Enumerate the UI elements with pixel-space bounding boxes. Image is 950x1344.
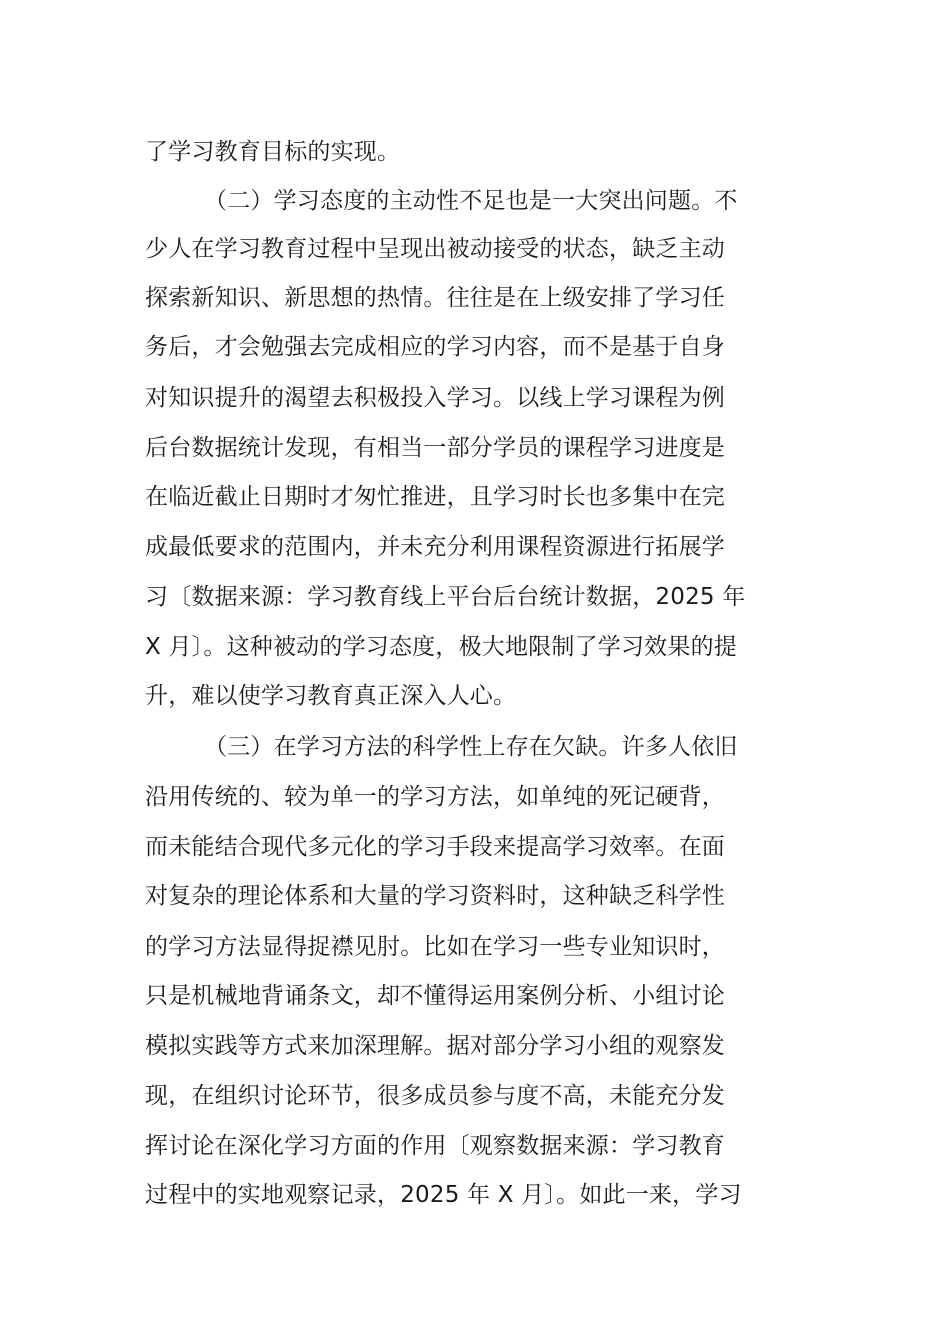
text-line: 务后，才会勉强去完成相应的学习内容，而不是基于自身 [145, 334, 725, 360]
text-line: 了学习教育目标的实现。 [145, 139, 401, 165]
text-line: X 月〕。这种被动的学习态度，极大地限制了学习效果的提 [145, 634, 737, 660]
text-line: 挥讨论在深化学习方面的作用〔观察数据来源：学习教育 [145, 1133, 725, 1159]
text-line: 成最低要求的范围内，并未充分利用课程资源进行拓展学 [145, 534, 725, 560]
text-line: 过程中的实地观察记录，2025 年 X 月〕。如此一来，学习 [145, 1182, 742, 1208]
text-line: 探索新知识、新思想的热情。往往是在上级安排了学习任 [145, 285, 725, 311]
text-line: 对知识提升的渴望去积极投入学习。以线上学习课程为例 [145, 385, 725, 411]
text-line: 沿用传统的、较为单一的学习方法，如单纯的死记硬背， [145, 784, 725, 810]
text-line: 在临近截止日期时才匆忙推进，且学习时长也多集中在完 [145, 484, 725, 510]
text-line: 而未能结合现代多元化的学习手段来提高学习效率。在面 [145, 834, 725, 860]
text-line: 现，在组织讨论环节，很多成员参与度不高，未能充分发 [145, 1083, 725, 1109]
text-line: 后台数据统计发现，有相当一部分学员的课程学习进度是 [145, 435, 725, 461]
text-line: 少人在学习教育过程中呈现出被动接受的状态，缺乏主动 [145, 236, 725, 262]
text-line: 对复杂的理论体系和大量的学习资料时，这种缺乏科学性 [145, 883, 725, 909]
text-line: 习〔数据来源：学习教育线上平台后台统计数据，2025 年 [145, 584, 746, 610]
text-line: 模拟实践等方式来加深理解。据对部分学习小组的观察发 [145, 1033, 725, 1059]
paragraph-3-first-line: （三）在学习方法的科学性上存在欠缺。许多人依旧 [204, 734, 738, 760]
text-line: 升，难以使学习教育真正深入人心。 [145, 683, 517, 709]
paragraph-2-first-line: （二）学习态度的主动性不足也是一大突出问题。不 [204, 188, 738, 214]
text-line: 的学习方法显得捉襟见肘。比如在学习一些专业知识时， [145, 934, 725, 960]
text-line: 只是机械地背诵条文，却不懂得运用案例分析、小组讨论 [145, 983, 725, 1009]
